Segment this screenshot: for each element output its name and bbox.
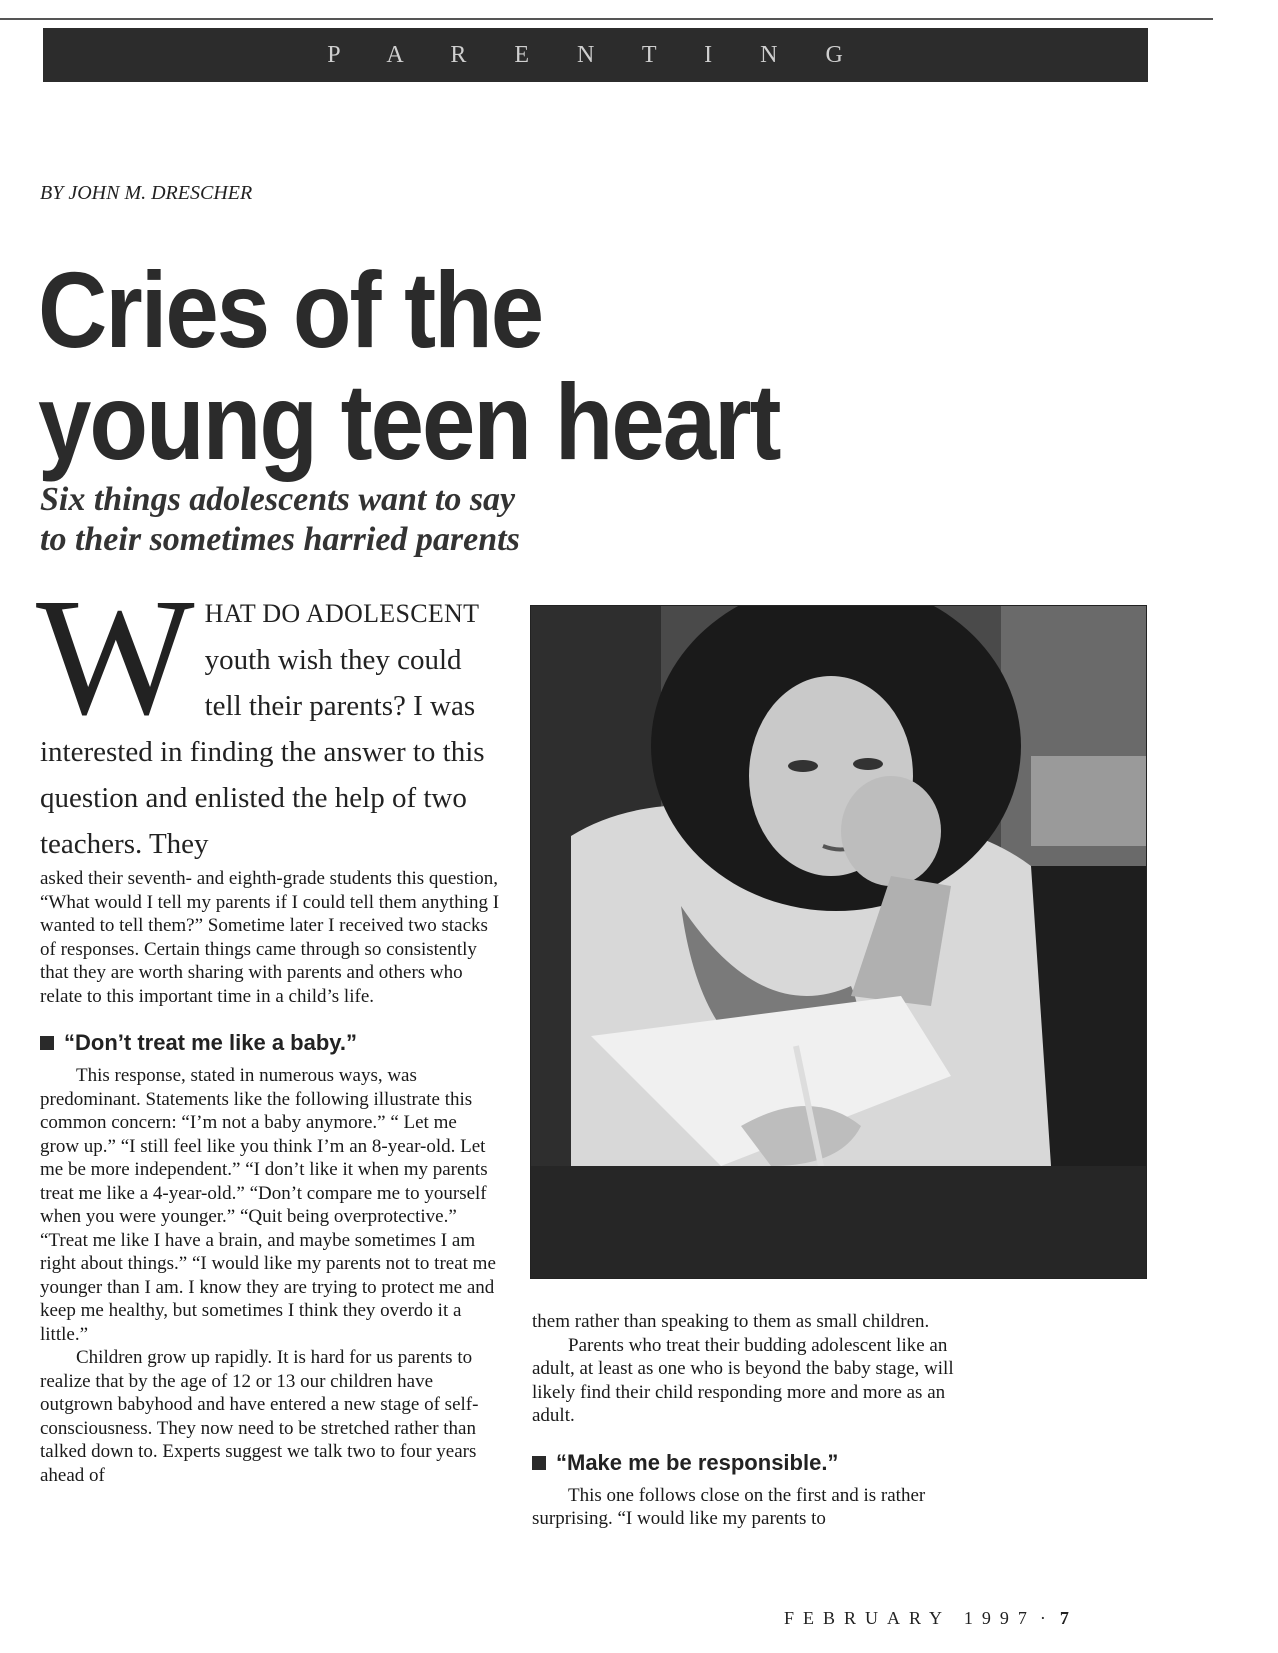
headline-line-1: Cries of the <box>38 250 543 371</box>
top-rule <box>0 18 1213 20</box>
section-heading-2 <box>532 1450 982 1476</box>
drop-cap: W <box>36 564 195 750</box>
intro-body: asked their seventh- and eighth-grade students this question, “What would I tell my parents if I could tell them anything I wanted to tell them?” Sometime later I received two stacks of responses. Certain things came through so consistently that they are worth sharing with parents and others who relate to this important time in a child’s life. <box>40 868 500 1007</box>
square-bullet-icon <box>40 1036 54 1050</box>
section1-paragraph-1: This response, stated in numerous ways, was predominant. Statements like the following illustrate this common concern: “I’m not a baby anymore.” “ Let me grow up.” “I still feel like you think I’m an 8-year-old. Let me be more independent.” “I don’t like it when my parents treat me like a 4-year-old.” “Don’t compare me to yourself when you were younger.” “Quit being overprotective.” “Treat me like I have a brain, and maybe sometimes I am right about things.” “I would like my parents not to treat me younger than I am. I know they are trying to protect me and keep me healthy, but sometimes I think they overdo it a little.” <box>40 1065 496 1345</box>
separator-dot: · <box>1039 1608 1046 1628</box>
article-photo <box>530 605 1147 1279</box>
deck-line-1: Six things adolescents want to say <box>40 481 516 518</box>
photo-illustration <box>531 606 1146 1278</box>
lead-text: youth wish they could tell their parents? I was interested in finding the answer to this question and enlisted the help of two teachers. They <box>40 644 485 860</box>
section-heading-2-text: “Make me be responsible.” <box>556 1449 839 1475</box>
section-heading-1 <box>40 1030 500 1056</box>
section1-paragraph-3: them rather than speaking to them as small children. <box>532 1311 930 1332</box>
deck-line-2: to their sometimes harried parents <box>40 521 520 558</box>
section-banner: P A R E N T I N G <box>43 28 1148 82</box>
section1-paragraph-2: Children grow up rapidly. It is hard for us parents to realize that by the age of 12 or 13 our children have outgrown babyhood and have entered a new stage of self-consciousness. They now need to be stretched rather than talked down to. Experts suggest we talk two to four years ahead of <box>40 1347 479 1486</box>
section1-paragraph-4: Parents who treat their budding adolescent like an adult, at least as one who is beyond the baby stage, will likely find their child responding more and more as an adult. <box>532 1334 954 1426</box>
deck <box>40 480 520 560</box>
page-footer <box>784 1608 1069 1629</box>
column-left <box>36 564 500 1487</box>
headline-line-2: young teen heart <box>38 362 780 483</box>
square-bullet-icon <box>532 1456 546 1470</box>
section2-paragraph-1: This one follows close on the first and is rather surprising. “I would like my parents to <box>532 1484 926 1529</box>
byline: BY JOHN M. DRESCHER <box>40 182 253 204</box>
column-right <box>532 1310 982 1531</box>
section-heading-1-text: “Don’t treat me like a baby.” <box>64 1030 358 1055</box>
page-number: 7 <box>1059 1608 1069 1628</box>
headline <box>38 250 780 483</box>
lead-caps: HAT DO ADOLESCENT <box>204 599 480 628</box>
lead-paragraph <box>36 564 500 867</box>
issue-date: FEBRUARY 1997 <box>784 1608 1036 1628</box>
